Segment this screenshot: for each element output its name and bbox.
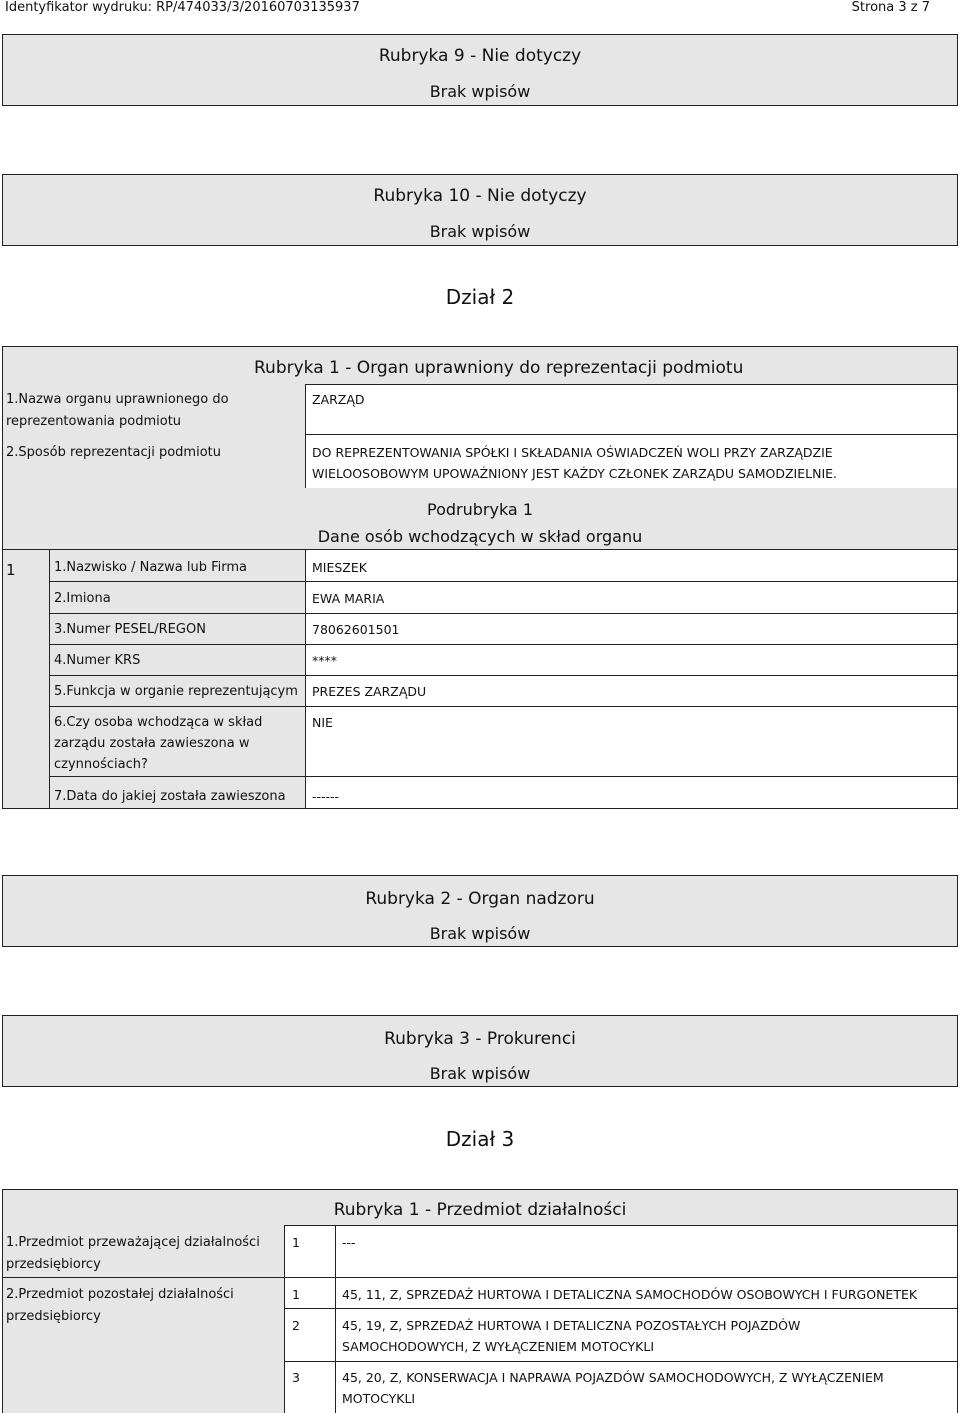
suspended-label-line3: czynnościach? [54, 757, 148, 772]
dzial3-title: Dział 3 [445, 1127, 515, 1151]
rubryka9-title: Rubryka 9 - Nie dotyczy [378, 46, 582, 66]
page-number: Strona 3 z 7 [851, 0, 930, 15]
field1-value-cell [305, 384, 958, 435]
field1-label-line1: 1.Nazwa organu uprawnionego do [6, 392, 229, 407]
rubryka3-value: Brak wpisów [429, 1064, 531, 1083]
rubryka10-title: Rubryka 10 - Nie dotyczy [373, 186, 587, 206]
rubryka2-title: Rubryka 2 - Organ nadzoru [365, 889, 595, 909]
surname-value: MIESZEK [312, 560, 367, 575]
field1-label-line2: reprezentowania podmiotu [6, 414, 182, 429]
krs-value: **** [312, 653, 337, 668]
print-identifier: Identyfikator wydruku: RP/474033/3/20160703135937 [5, 0, 360, 15]
other-activity-index: 2 [292, 1318, 300, 1333]
date-value: ------ [312, 789, 340, 804]
surname-value-cell [305, 550, 958, 582]
date-label: 7.Data do jakiej została zawieszona [54, 789, 286, 804]
other-activity-label-line2: przedsiębiorcy [6, 1309, 101, 1324]
rubryka3-title: Rubryka 3 - Prokurenci [384, 1029, 576, 1049]
rubryka10-value: Brak wpisów [429, 222, 531, 241]
field2-label: 2.Sposób reprezentacji podmiotu [6, 445, 221, 460]
rubryka1-title: Rubryka 1 - Organ uprawniony do reprezentacji podmiotu [254, 358, 744, 378]
person-index-cell [2, 550, 50, 808]
names-label: 2.Imiona [54, 591, 111, 606]
rubryka2-value: Brak wpisów [429, 924, 531, 943]
other-activity-index: 3 [292, 1370, 300, 1385]
main-activity-value: --- [342, 1235, 356, 1250]
other-activity-value-line2: MOTOCYKLI [342, 1391, 416, 1406]
suspended-value: NIE [312, 715, 333, 730]
surname-label: 1.Nazwisko / Nazwa lub Firma [54, 560, 247, 575]
person-index: 1 [6, 561, 16, 579]
other-activity-value: 45, 20, Z, KONSERWACJA I NAPRAWA POJAZDÓW SAMOCHODOWYCH, Z WYŁĄCZENIEM [342, 1370, 884, 1385]
main-activity-index: 1 [292, 1235, 300, 1250]
function-value: PREZES ZARZĄDU [312, 684, 427, 699]
other-activity-index: 1 [292, 1287, 300, 1302]
main-activity-label-line1: 1.Przedmiot przeważającej działalności [6, 1235, 260, 1250]
rubryka10-section [2, 174, 958, 246]
podrubryka-title: Podrubryka 1 [427, 500, 533, 519]
rubryka9-section [2, 34, 958, 106]
field2-value-line1: DO REPREZENTOWANIA SPÓŁKI I SKŁADANIA OŚWIADCZEŃ WOLI PRZY ZARZĄDZIE [312, 445, 833, 460]
other-activity-value: 45, 11, Z, SPRZEDAŻ HURTOWA I DETALICZNA SAMOCHODÓW OSOBOWYCH I FURGONETEK [342, 1287, 918, 1302]
other-activity-value: 45, 19, Z, SPRZEDAŻ HURTOWA I DETALICZNA POZOSTAŁYCH POJAZDÓW [342, 1318, 801, 1333]
field1-value: ZARZĄD [312, 392, 365, 407]
suspended-label-line1: 6.Czy osoba wchodząca w skład [54, 715, 263, 730]
names-value-cell [305, 581, 958, 614]
pesel-value: 78062601501 [312, 622, 400, 637]
other-activity-label-line1: 2.Przedmiot pozostałej działalności [6, 1287, 234, 1302]
suspended-label-line2: zarządu została zawieszona w [54, 736, 250, 751]
rubryka3-section [2, 1015, 958, 1087]
dzial3-rubryka1-title: Rubryka 1 - Przedmiot działalności [333, 1200, 627, 1220]
krs-label: 4.Numer KRS [54, 653, 141, 668]
rubryka2-section [2, 875, 958, 947]
rubryka9-value: Brak wpisów [429, 82, 531, 101]
pesel-label: 3.Numer PESEL/REGON [54, 622, 206, 637]
main-activity-label-line2: przedsiębiorcy [6, 1257, 101, 1272]
podrubryka-subtitle: Dane osób wchodzących w skład organu [317, 527, 643, 546]
field2-value-line2: WIELOOSOBOWYM UPOWAŻNIONY JEST KAŻDY CZŁONEK ZARZĄDU SAMODZIELNIE. [312, 466, 838, 481]
other-activity-value-line2: SAMOCHODOWYCH, Z WYŁĄCZENIEM MOTOCYKLI [342, 1339, 655, 1354]
function-label: 5.Funkcja w organie reprezentującym [54, 684, 298, 699]
dzial2-title: Dział 2 [445, 285, 515, 309]
names-value: EWA MARIA [312, 591, 385, 606]
